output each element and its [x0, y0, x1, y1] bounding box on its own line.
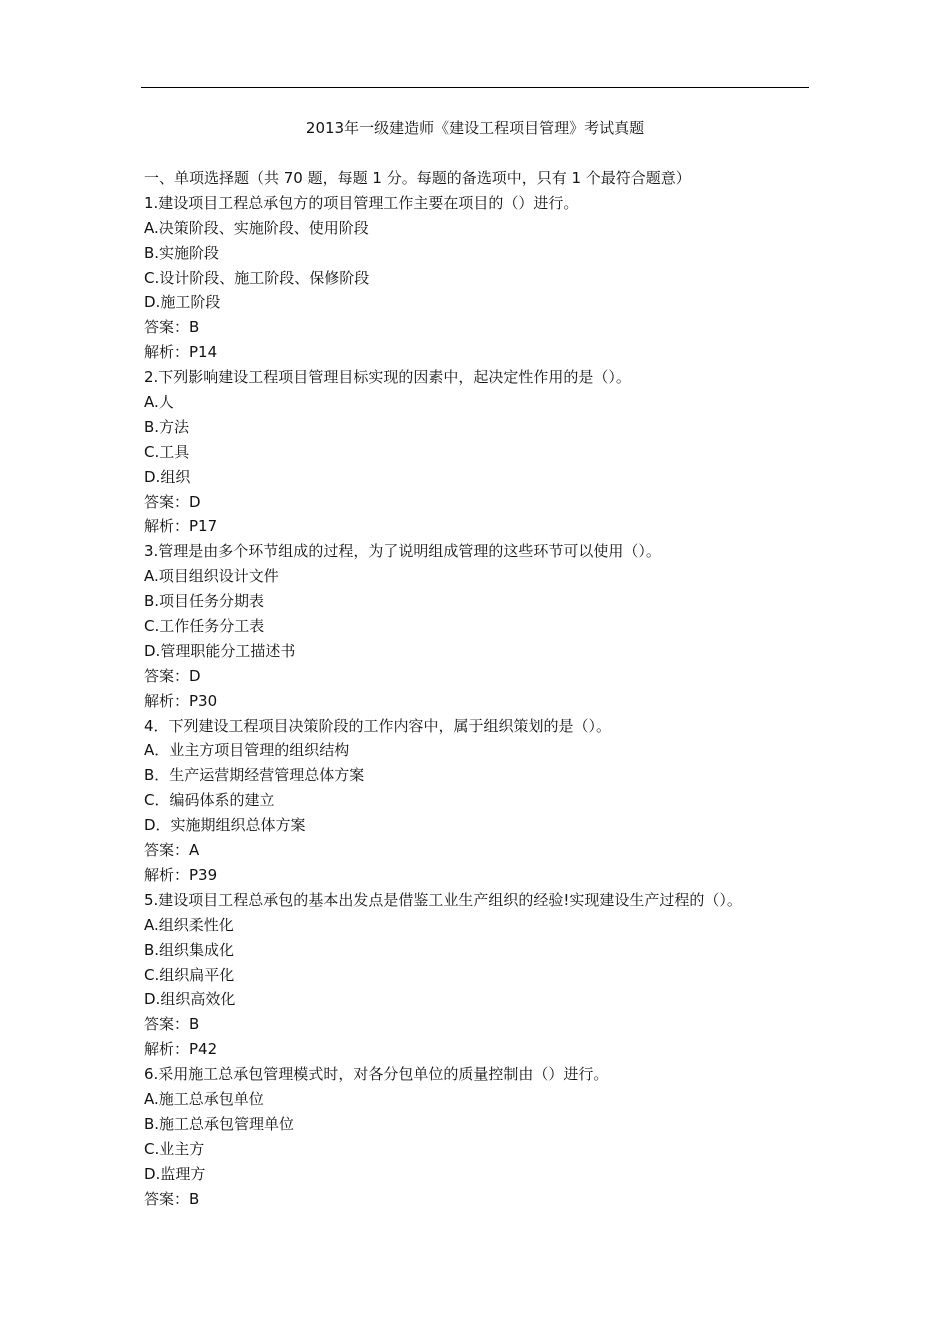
option-c: C.工作任务分工表	[144, 617, 265, 636]
option-a: A.施工总承包单位	[144, 1089, 264, 1108]
analysis: 解析：P42	[144, 1040, 218, 1059]
question-block	[144, 1062, 824, 1211]
question-block	[144, 365, 824, 539]
document-title: 2013年一级建造师《建设工程项目管理》考试真题	[305, 119, 645, 137]
analysis: 解析：P39	[144, 865, 218, 884]
answer: 答案：D	[144, 666, 201, 685]
option-a: A.组织柔性化	[144, 915, 234, 934]
option-b: B.组织集成化	[144, 940, 235, 959]
analysis: 解析：P30	[144, 691, 218, 710]
option-a: A.决策阶段、实施阶段、使用阶段	[144, 218, 369, 237]
option-b: B.施工总承包管理单位	[144, 1114, 295, 1133]
option-d: D.施工阶段	[144, 293, 221, 312]
option-c: C.组织扁平化	[144, 965, 235, 984]
option-b: B.实施阶段	[144, 243, 220, 262]
option-b: B.项目任务分期表	[144, 592, 265, 611]
option-a: A.人	[144, 393, 174, 412]
question-block	[144, 191, 824, 365]
answer: 答案：A	[144, 841, 200, 860]
option-d: D．实施期组织总体方案	[144, 816, 306, 835]
option-a: A.项目组织设计文件	[144, 567, 279, 586]
option-c: C.工具	[144, 442, 190, 461]
option-b: B.方法	[144, 417, 190, 436]
answer: 答案：D	[144, 492, 201, 511]
question-block	[144, 888, 824, 1062]
option-d: D.组织高效化	[144, 990, 236, 1009]
section-heading: 一、单项选择题（共 70 题，每题 1 分。每题的备选项中，只有 1 个最符合题意）	[144, 169, 691, 187]
answer: 答案：B	[144, 318, 200, 337]
question-block	[144, 714, 824, 888]
answer: 答案：B	[144, 1015, 200, 1034]
option-d: D.组织	[144, 467, 191, 486]
document-body	[144, 166, 824, 1211]
answer: 答案：B	[144, 1189, 200, 1208]
question-stem: 4．下列建设工程项目决策阶段的工作内容中，属于组织策划的是（）。	[144, 716, 612, 735]
question-stem: 1.建设项目工程总承包方的项目管理工作主要在项目的（）进行。	[144, 193, 579, 212]
question-stem: 2.下列影响建设工程项目管理目标实现的因素中，起决定性作用的是（）。	[144, 368, 631, 387]
option-c: C.设计阶段、施工阶段、保修阶段	[144, 268, 370, 287]
option-d: D.管理职能分工描述书	[144, 641, 296, 660]
analysis: 解析：P17	[144, 517, 218, 536]
header-rule	[141, 87, 809, 88]
question-stem: 5.建设项目工程总承包的基本出发点是借鉴工业生产组织的经验!实现建设生产过程的（）。	[144, 890, 742, 909]
option-c: C.业主方	[144, 1139, 205, 1158]
option-a: A．业主方项目管理的组织结构	[144, 741, 350, 760]
option-d: D.监理方	[144, 1164, 206, 1183]
question-block	[144, 539, 824, 713]
question-stem: 6.采用施工总承包管理模式时，对各分包单位的质量控制由（）进行。	[144, 1065, 609, 1084]
option-c: C．编码体系的建立	[144, 791, 275, 810]
question-stem: 3.管理是由多个环节组成的过程，为了说明组成管理的这些环节可以使用（）。	[144, 542, 661, 561]
option-b: B．生产运营期经营管理总体方案	[144, 766, 365, 785]
analysis: 解析：P14	[144, 343, 218, 362]
